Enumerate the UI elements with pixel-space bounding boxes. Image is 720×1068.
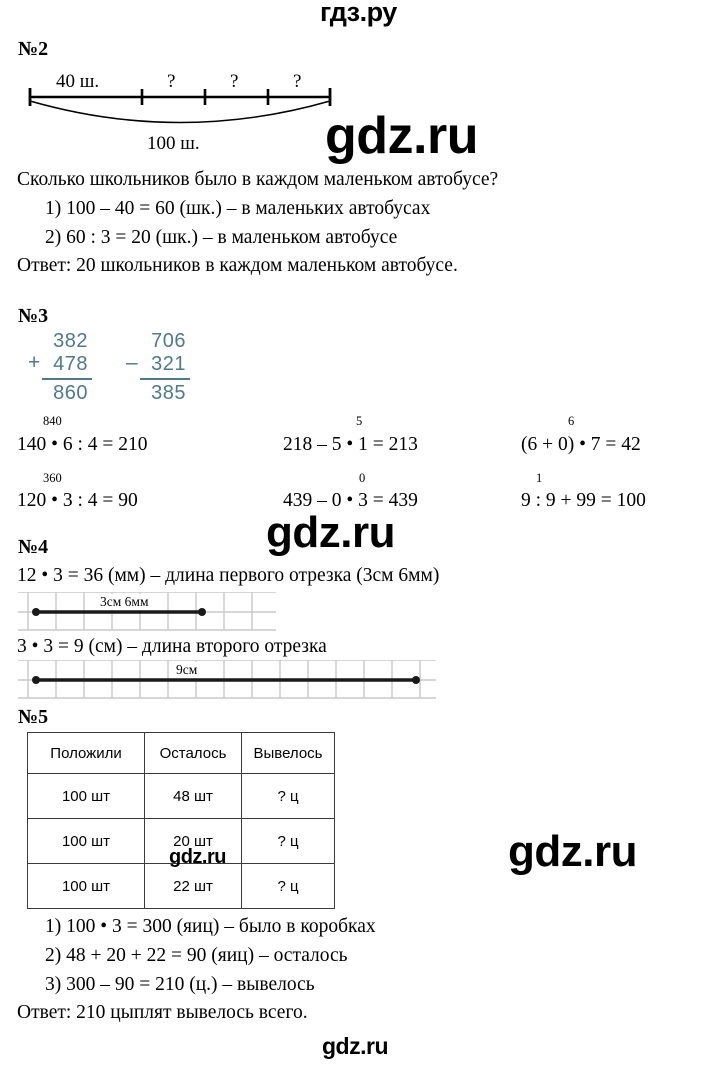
watermark-mid-2: gdz.ru [266, 508, 395, 557]
task-2-label-q2: ? [230, 71, 239, 92]
cell-left-3: 22 шт [145, 864, 242, 909]
addend-2: 478 [53, 353, 88, 375]
expression-6: 9 : 9 + 99 = 100 [521, 490, 646, 511]
addition-rule [42, 378, 92, 380]
task-5-table [27, 732, 335, 909]
subtraction-operator: – [126, 351, 139, 374]
expression-3: (6 + 0) • 7 = 42 [521, 434, 641, 455]
expression-hint-2: 5 [356, 414, 363, 428]
expression-2: 218 – 5 • 1 = 213 [283, 434, 418, 455]
watermark-mid-1: gdz.ru [325, 107, 478, 165]
expression-hint-4: 360 [43, 471, 62, 485]
expression-hint-3: 6 [568, 414, 575, 428]
task-2-label-total: 100 ш. [147, 133, 200, 154]
task-4-number: №4 [18, 536, 49, 558]
task-4-line-1: 12 • 3 = 36 (мм) – длина первого отрезка (3см 6мм) [17, 565, 440, 586]
task-2-step-2: 2) 60 : 3 = 20 (шк.) – в маленьком автобусе [45, 227, 398, 248]
expression-hint-5: 0 [359, 471, 366, 485]
table-header-left: Осталось [145, 733, 242, 774]
table-header-placed: Положили [28, 733, 145, 774]
task-2-label-40: 40 ш. [56, 71, 100, 92]
watermark-top: гдз.ру [320, 0, 397, 27]
subtraction-result: 385 [151, 382, 186, 404]
task-4-ruler-2 [18, 660, 438, 700]
task-2-label-q3: ? [293, 71, 302, 92]
task-2-number: №2 [18, 38, 49, 60]
task-4-segment-2-label: 9см [173, 662, 200, 678]
cell-hatched-3: ? ц [242, 864, 335, 909]
task-5-answer: Ответ: 210 цыплят вывелось всего. [17, 1002, 308, 1023]
task-4-line-2: 3 • 3 = 9 (см) – длина второго отрезка [17, 636, 327, 657]
task-2-answer: Ответ: 20 школьников в каждом маленьком автобусе. [17, 255, 458, 276]
task-3-column-subtraction [126, 330, 190, 405]
cell-left-2: 20 шт [145, 819, 242, 864]
table-header-row [28, 733, 335, 774]
subtraction-rule [140, 378, 190, 380]
table-row [28, 864, 335, 909]
watermark-small: gdz.ru [169, 846, 226, 868]
task-4-segment-1-label: 3см 6мм [97, 594, 152, 610]
cell-placed-3: 100 шт [28, 864, 145, 909]
task-5-number: №5 [18, 706, 49, 728]
task-3-column-addition [28, 330, 92, 405]
expression-hint-6: 1 [536, 471, 543, 485]
table-row [28, 774, 335, 819]
task-2-step-1: 1) 100 – 40 = 60 (шк.) – в маленьких автобусах [45, 198, 431, 219]
addition-operator: + [28, 351, 41, 374]
minuend: 706 [151, 330, 186, 352]
cell-hatched-2: ? ц [242, 819, 335, 864]
subtrahend: 321 [151, 353, 186, 375]
cell-placed-1: 100 шт [28, 774, 145, 819]
expression-4: 120 • 3 : 4 = 90 [17, 490, 138, 511]
task-3-number: №3 [18, 305, 49, 327]
cell-placed-2: 100 шт [28, 819, 145, 864]
task-2-label-q1: ? [167, 71, 176, 92]
task-2-question: Сколько школьников было в каждом маленьком автобусе? [17, 169, 499, 190]
task-5-step-1: 1) 100 • 3 = 300 (яиц) – было в коробках [45, 916, 376, 937]
expression-5: 439 – 0 • 3 = 439 [283, 490, 418, 511]
cell-hatched-1: ? ц [242, 774, 335, 819]
task-5-step-2: 2) 48 + 20 + 22 = 90 (яиц) – осталось [45, 945, 348, 966]
expression-1: 140 • 6 : 4 = 210 [17, 434, 148, 455]
addend-1: 382 [53, 330, 88, 352]
watermark-mid-3: gdz.ru [508, 827, 637, 876]
watermark-bottom: gdz.ru [322, 1033, 388, 1059]
task-5-step-3: 3) 300 – 90 = 210 (ц.) – вывелось [45, 974, 315, 995]
expression-hint-1: 840 [43, 414, 62, 428]
cell-left-1: 48 шт [145, 774, 242, 819]
addition-result: 860 [53, 382, 88, 404]
table-header-hatched: Вывелось [242, 733, 335, 774]
